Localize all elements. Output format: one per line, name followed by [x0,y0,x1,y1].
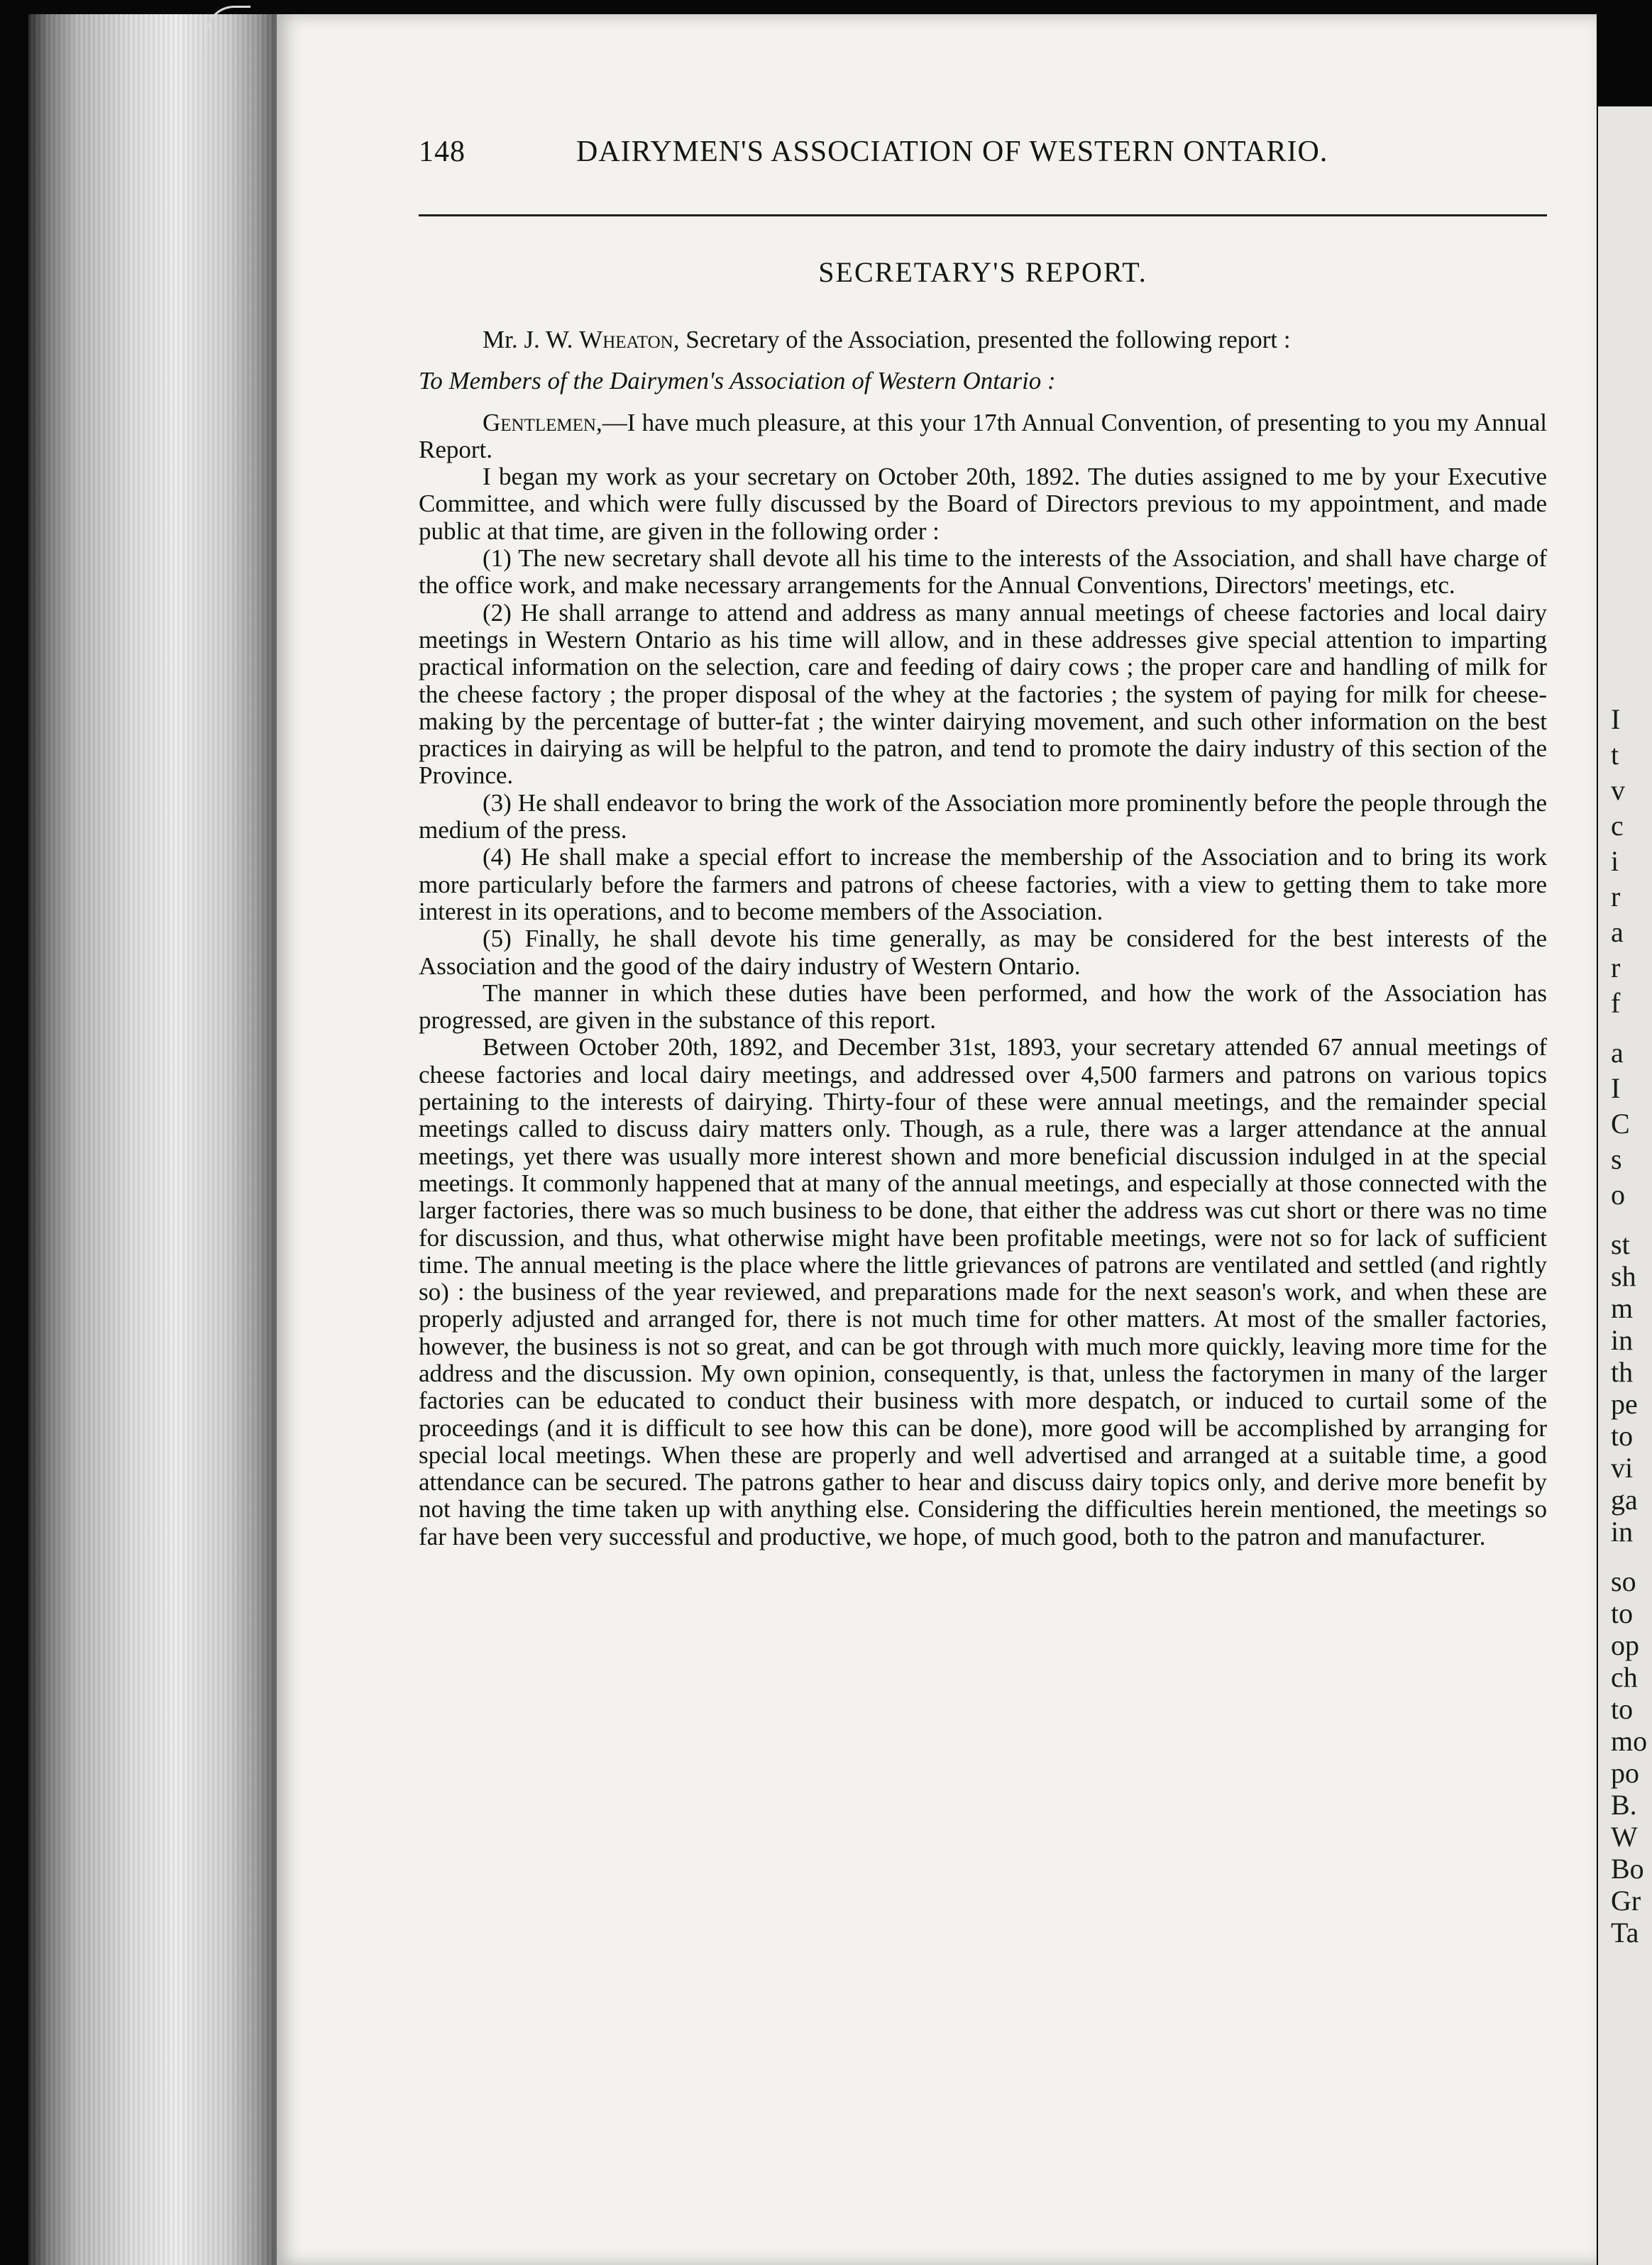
facing-page-fragment: so [1611,1565,1636,1597]
facing-page-fragment: to [1611,1597,1634,1629]
page-block-edges [28,14,277,2265]
facing-page-fragment: r [1611,881,1621,913]
facing-page-fragment: vi [1611,1452,1634,1484]
facing-page-fragment: a [1611,1037,1624,1069]
secretary-name: Wheaton [579,326,673,353]
paragraph: (1) The new secretary shall devote all his time to the interests of the Association, and shall have charge of the office work, and make necessary arrangements for the Annual Conventions, Directors' meetings, etc. [419,544,1547,600]
page-number: 148 [419,136,466,168]
facing-page-fragment: m [1611,1292,1634,1324]
page-corner-mark [206,6,250,50]
facing-page-fragment: a [1611,916,1624,948]
facing-page-fragment: th [1611,1356,1634,1388]
facing-page-fragment: po [1611,1757,1639,1789]
facing-page-fragment: v [1611,774,1625,806]
paragraph: (5) Finally, he shall devote his time generally, as may be considered for the best interests of the Association and the good of the dairy industry of Western Ontario. [419,925,1547,980]
facing-page-fragment: W [1611,1821,1638,1853]
facing-page-fragment: to [1611,1420,1634,1452]
facing-page-fragment: ch [1611,1661,1638,1693]
greeting-word: Gentlemen [483,408,596,436]
facing-page-fragment: o [1611,1179,1625,1211]
paragraph: The manner in which these duties have been performed, and how the work of the Association has progressed, are given in the substance of this report. [419,979,1547,1035]
facing-page-edge [1598,106,1652,2265]
facing-page-fragment: r [1611,952,1621,983]
facing-page-fragment: I [1611,703,1621,735]
facing-page-fragment: c [1611,810,1624,842]
paragraph: (3) He shall endeavor to bring the work of the Association more prominently before the people through the medium of the press. [419,788,1547,844]
facing-page-fragment: in [1611,1324,1634,1356]
facing-page-fragment: to [1611,1693,1634,1725]
facing-page-fragment: mo [1611,1725,1648,1757]
greeting-paragraph [419,409,1547,464]
facing-page-fragment: f [1611,987,1621,1019]
report-body [419,326,1547,1550]
report-title: SECRETARY'S REPORT. [818,256,1147,288]
facing-page-fragment: op [1611,1629,1639,1661]
facing-page-fragment: ga [1611,1484,1638,1516]
paragraph: (2) He shall arrange to attend and address as many annual meetings of cheese factories and local dairy meetings in Western Ontario as his time will allow, and in these addresses give special attention to imparting practical information on the selection, care and feeding of dairy cows ; the proper care and handling of milk for the cheese factory ; the proper disposal of the whey at the factories ; the system of paying for milk for cheese-making by the percentage of butter-fat ; the winter dairying movement, and such other information on the best practices in dairying as will be helpful to the patron, and tend to promote the dairy industry of this section of the Province. [419,598,1547,790]
facing-page-fragment: Ta [1611,1917,1639,1949]
facing-page-fragment: s [1611,1143,1622,1175]
salutation: To Members of the Dairymen's Association of Western Ontario : [419,367,1056,395]
running-head [419,135,1412,177]
greeting-rest: ,—I have much pleasure, at this your 17th Annual Convention, of presenting to you my Annual Report. [419,408,1547,463]
facing-page-fragment: in [1611,1516,1634,1548]
paragraph: Between October 20th, 1892, and December 31st, 1893, your secretary attended 67 annual meetings of cheese factories and local dairy meetings, and addressed over 4,500 farmers and patrons on various topics pertaining to the interests of dairying. Thirty-four of these were annual meetings, and the remainder special meetings called to discuss dairy matters only. Though, as a rule, there was a larger attendance at the annual meetings, yet there was usually more interest shown and more beneficial discussion indulged in at the special meetings. It commonly happened that at many of the annual meetings, and especially at those connected with the larger factories, there was so much business to be done, that either the address was cut short or there was no time for discussion, and thus, what otherwise might have been profitable meetings, were not so for lack of sufficient time. The annual meeting is the place where the little grievances of patrons are ventilated and settled (and rightly so) : the business of the year reviewed, and preparations made for the next season's work, and when these are properly adjusted and arranged for, there is not much time for other matters. At most of the smaller factories, however, the business is not so great, and can be got through with much more quickly, leaving more time for the address and the discussion. My own opinion, consequently, is that, unless the factorymen in many of the larger factories can be educated to conduct their business with more despatch, or induced to curtail some of the proceedings (and it is difficult to see how this can be done), more good will be accomplished by arranging for special local meetings. When these are properly and well advertised and arranged at a suitable time, a good attendance can be secured. The patrons gather to hear and discuss dairy topics only, and derive more benefit by not having the time taken up with anything else. Considering the difficulties herein mentioned, the meetings so far have been very successful and productive, we hope, of much good, both to the patron and manufacturer. [419,1033,1547,1550]
facing-page-fragment: B. [1611,1789,1637,1821]
facing-page-fragment: st [1611,1228,1630,1260]
facing-page-fragment: Gr [1611,1885,1641,1917]
facing-page-fragment: Bo [1611,1853,1644,1885]
paragraph: (4) He shall make a special effort to increase the membership of the Association and to bring its work more particularly before the farmers and patrons of cheese factories, with a view to getting them to take more interest in its operations, and to become members of the Association. [419,843,1547,925]
intro-suffix: , Secretary of the Association, presented the following report : [673,326,1291,353]
facing-page-fragment: t [1611,739,1619,771]
facing-page-fragment: sh [1611,1260,1636,1292]
facing-page-fragment: I [1611,1072,1621,1104]
paragraph: I began my work as your secretary on October 20th, 1892. The duties assigned to me by your Executive Committee, and which were fully discussed by the Board of Directors previous to my appointment, and made public at that time, are given in the following order : [419,463,1547,545]
facing-page-fragment: pe [1611,1388,1638,1420]
facing-page-fragment: C [1611,1108,1630,1140]
intro-line [419,326,1547,353]
intro-prefix: Mr. J. W. [483,326,580,353]
facing-page-fragment: i [1611,845,1619,877]
running-title: DAIRYMEN'S ASSOCIATION OF WESTERN ONTARIO. [576,136,1328,168]
header-rule [419,214,1547,216]
